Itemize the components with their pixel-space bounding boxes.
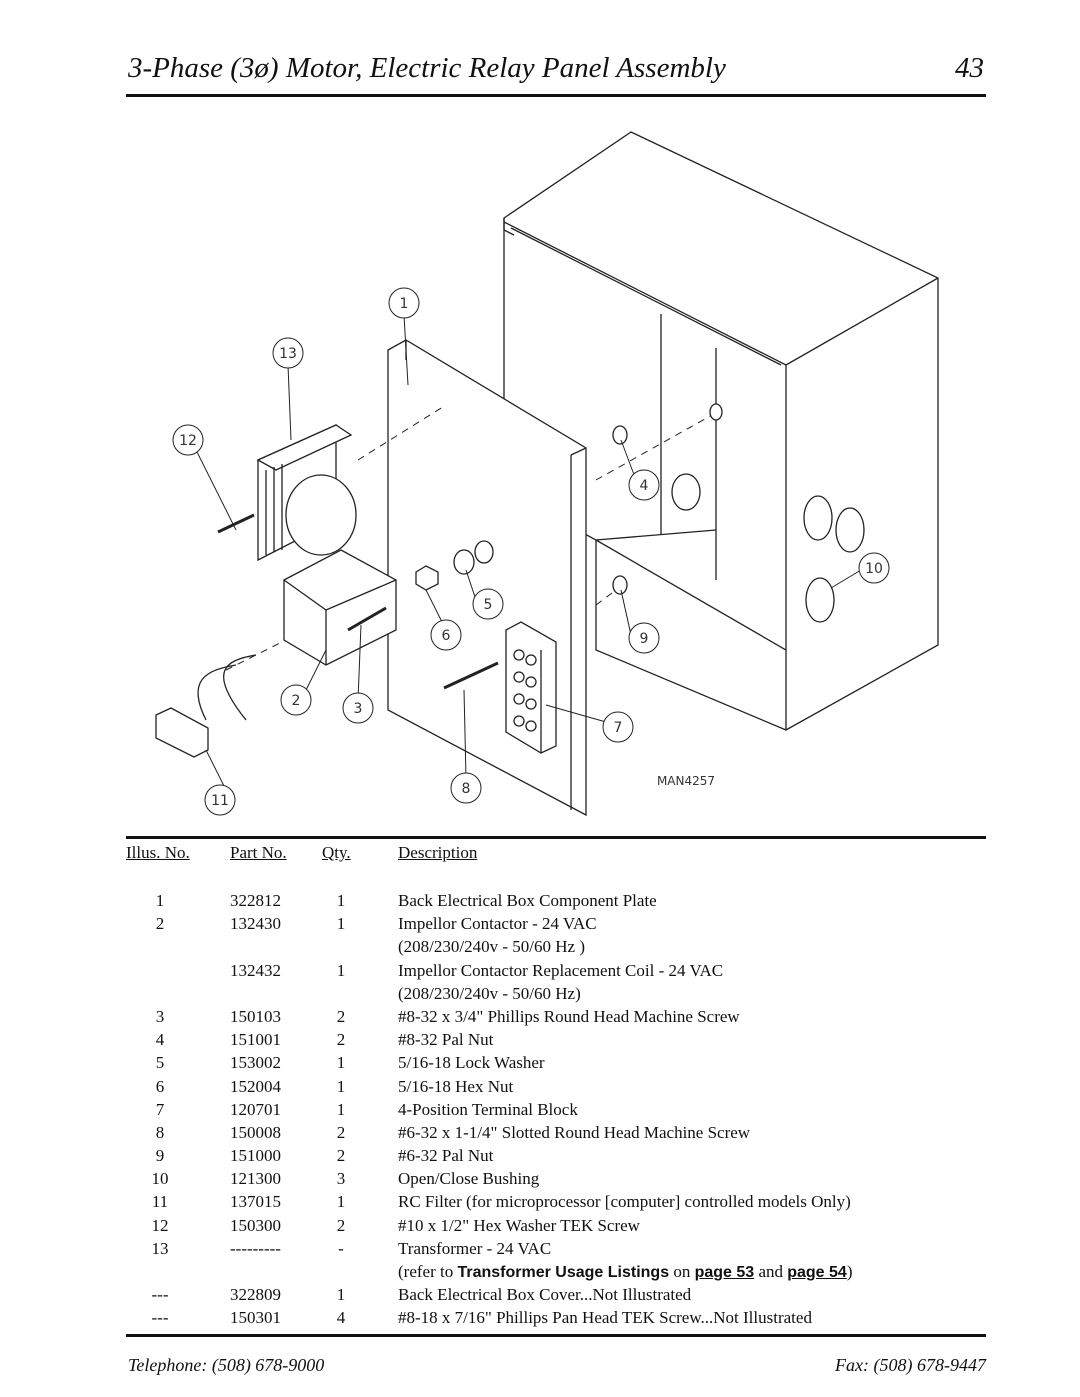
footer-telephone: Telephone: (508) 678-9000 (128, 1355, 325, 1375)
callout-1: 1 (399, 296, 409, 312)
part-number-cell: 322809 (230, 1285, 281, 1305)
description-cell: Transformer - 24 VAC (398, 1238, 552, 1258)
table-row (126, 982, 986, 1005)
description-cell: Back Electrical Box Cover...Not Illustrated (398, 1285, 692, 1305)
description-cell: #6-32 x 1-1/4" Slotted Round Head Machine Screw (398, 1122, 751, 1142)
qty-cell: 1 (336, 1099, 346, 1119)
table-top-rule (126, 836, 986, 839)
illus-cell: --- (151, 1285, 169, 1305)
part-number-cell: 132430 (230, 914, 281, 934)
qty-cell: 1 (336, 1053, 346, 1073)
terminal-block-drawing (506, 622, 556, 753)
qty-cell: 1 (336, 891, 346, 910)
transformer-drawing (258, 425, 356, 560)
illus-cell: 9 (155, 1146, 165, 1166)
illus-cell: 3 (155, 1006, 165, 1026)
illus-cell: 13 (151, 1238, 169, 1258)
page-53-link[interactable]: page 53 (694, 1264, 755, 1281)
part-number-cell: 153002 (230, 1053, 281, 1073)
part-number-cell: 150300 (230, 1215, 281, 1235)
bottom-rule (126, 1334, 986, 1337)
table-header (126, 843, 986, 869)
qty-cell: 2 (336, 1122, 346, 1142)
illus-cell: 7 (155, 1099, 165, 1119)
illus-cell: 8 (155, 1122, 165, 1142)
page-title: 3-Phase (3ø) Motor, Electric Relay Panel Assembly (128, 52, 726, 84)
description-cell: #8-32 Pal Nut (398, 1030, 494, 1050)
description-cell: Impellor Contactor Replacement Coil - 24 VAC (398, 960, 724, 980)
illus-cell: 12 (151, 1215, 169, 1235)
qty-cell: 4 (336, 1308, 346, 1328)
part-number-cell: 120701 (230, 1099, 281, 1119)
callout-7: 7 (613, 720, 623, 736)
description-cell: Back Electrical Box Component Plate (398, 891, 657, 910)
qty-cell: 2 (336, 1006, 346, 1026)
table-row (126, 1028, 986, 1051)
illus-cell: 11 (151, 1192, 169, 1212)
table-row (126, 1098, 986, 1121)
top-rule (126, 94, 986, 97)
qty-cell: 1 (336, 1192, 346, 1212)
description-cell: 5/16-18 Lock Washer (398, 1053, 545, 1073)
callout-3: 3 (353, 701, 363, 717)
callout-12: 12 (179, 433, 197, 449)
table-row (126, 912, 986, 935)
part-number-cell: 137015 (230, 1192, 281, 1212)
illus-cell: 2 (155, 914, 165, 934)
callout-6: 6 (441, 628, 451, 644)
table-row (126, 1237, 986, 1260)
illus-cell: 4 (155, 1030, 165, 1050)
refer-on: on (673, 1262, 691, 1281)
illus-cell: 1 (155, 891, 165, 910)
qty-cell: 2 (336, 1215, 346, 1235)
description-cell: #6-32 Pal Nut (398, 1146, 494, 1166)
part-number-cell: 150301 (230, 1308, 281, 1328)
header-part: Part No. (230, 843, 287, 862)
description-cell: Impellor Contactor - 24 VAC (398, 914, 597, 934)
callout-4: 4 (639, 478, 649, 494)
table-row (126, 1005, 986, 1028)
qty-cell: 1 (336, 1076, 346, 1096)
exploded-assembly-diagram (126, 110, 986, 830)
qty-cell: 3 (336, 1169, 346, 1189)
part-number-cell: 151000 (230, 1146, 281, 1166)
part-number-cell: 121300 (230, 1169, 281, 1189)
table-row-refer-note (126, 1260, 986, 1283)
illus-cell: 5 (155, 1053, 165, 1073)
description-cell: (208/230/240v - 50/60 Hz ) (398, 937, 585, 957)
table-row (126, 1283, 986, 1306)
part-number-cell: 322812 (230, 891, 281, 910)
part-number-cell: 151001 (230, 1030, 281, 1050)
table-row (126, 1075, 986, 1098)
qty-cell: 1 (336, 1285, 346, 1305)
contactor-drawing (284, 550, 396, 665)
table-row (126, 1190, 986, 1213)
footer-fax: Fax: (508) 678-9447 (835, 1355, 986, 1375)
page-54-link[interactable]: page 54 (787, 1264, 847, 1281)
table-row (126, 1306, 986, 1329)
table-row (126, 959, 986, 982)
illus-cell: 10 (151, 1169, 169, 1189)
refer-prefix: (refer to (398, 1262, 454, 1281)
qty-cell: - (338, 1238, 344, 1258)
header-desc: Description (398, 843, 478, 862)
part-number-cell: --------- (230, 1238, 281, 1258)
table-row (126, 1167, 986, 1190)
description-cell: Open/Close Bushing (398, 1169, 540, 1189)
qty-cell: 2 (336, 1146, 346, 1166)
drawing-id: MAN4257 (656, 774, 716, 788)
refer-and: and (758, 1262, 783, 1281)
part-number-cell: 150008 (230, 1122, 281, 1142)
illus-cell: 6 (155, 1076, 165, 1096)
description-cell: 5/16-18 Hex Nut (398, 1076, 514, 1096)
table-row (126, 889, 986, 912)
description-cell: #8-18 x 7/16" Phillips Pan Head TEK Screw...Not Illustrated (398, 1308, 812, 1328)
callout-2: 2 (291, 693, 301, 709)
rc-filter-drawing (156, 655, 256, 757)
refer-bold: Transformer Usage Listings (457, 1264, 670, 1281)
callout-5: 5 (483, 597, 493, 613)
callout-8: 8 (461, 781, 471, 797)
callout-9: 9 (639, 631, 649, 647)
description-cell: RC Filter (for microprocessor [computer] controlled models Only) (398, 1192, 851, 1212)
part-number-cell: 132432 (230, 960, 281, 980)
header-qty: Qty. (322, 843, 351, 862)
table-row (126, 1051, 986, 1074)
illus-cell: --- (151, 1308, 169, 1328)
table-row (126, 1144, 986, 1167)
description-cell: #8-32 x 3/4" Phillips Round Head Machine Screw (398, 1006, 740, 1026)
parts-table (126, 843, 986, 1330)
part-number-cell: 150103 (230, 1006, 281, 1026)
callout-10: 10 (865, 561, 883, 577)
description-cell: #10 x 1/2" Hex Washer TEK Screw (398, 1215, 640, 1235)
part-number-cell: 152004 (230, 1076, 281, 1096)
table-row (126, 1214, 986, 1237)
refer-suffix: ) (846, 1262, 853, 1281)
qty-cell: 1 (336, 960, 346, 980)
description-cell: (208/230/240v - 50/60 Hz) (398, 983, 581, 1003)
table-row (126, 1121, 986, 1144)
description-cell: 4-Position Terminal Block (398, 1099, 578, 1119)
qty-cell: 2 (336, 1030, 346, 1050)
page-number: 43 (955, 52, 984, 84)
qty-cell: 1 (336, 914, 346, 934)
callout-11: 11 (211, 793, 229, 809)
table-row (126, 935, 986, 958)
callout-13: 13 (279, 346, 297, 362)
header-illus: Illus. No. (126, 843, 190, 862)
